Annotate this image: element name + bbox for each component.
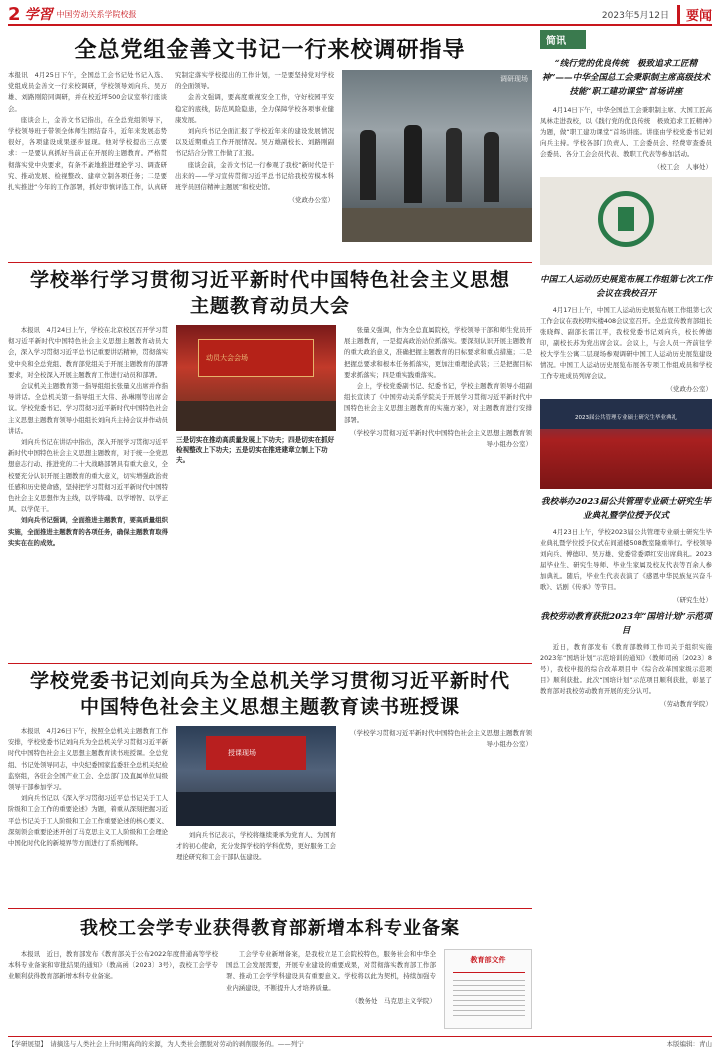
footer-editor: 本版编辑：青山 bbox=[666, 1040, 712, 1048]
brief-2-text: 4月17日上午，中国工人运动历史展览布展工作组第七次工作会议在我校明实楼408会议室召开。全总宣传教育部组长张晓辉、副部长雷江平，我校党委书记刘向兵，校长傅德印，副校长苏为党出席会议。会议上，与会人员一齐前往学校大学生公寓二层现场参观调研中国工人运动历史展览建设情况。中国工人运动历史展览布展各专项工作组成员和学校工作专班成员列席会议。 bbox=[540, 306, 712, 380]
footer-quote: 【学研展望】 请摘选与人类社会上升时期高尚的来源，为人类社会摆脱对劳动的剥削服务的。——列宁 bbox=[8, 1040, 304, 1048]
article-1-p4: 座谈会前，金善文书记一行参观了我校“新时代是干出来的——学习宣传贯彻习近平总书记给我校劳模本科班学员回信精神主题展”和校史馆。 bbox=[175, 160, 334, 192]
divider bbox=[8, 908, 532, 909]
brief-3-photo bbox=[540, 399, 712, 489]
brief-4-signature: （劳动教育学院） bbox=[660, 700, 712, 708]
article-2-p4: 刘向兵书记强调，全面推进主题教育，要高质量组织实施，全面推进主题教育的各项任务，确保主题教育取得实实在在的成效。 bbox=[8, 516, 168, 547]
article-3-p3: 刘向兵书记表示，学校将继续秉承为党育人、为国育才的初心使命，充分发挥学校的学科优势，更好服务工会理论研究和工会干部队伍建设。 bbox=[176, 831, 336, 862]
article-1-photo bbox=[342, 70, 532, 242]
article-4-p2: 工会学专业新增备案，是我校立足工会院校特色，服务社会和中华全国总工会发展需要，开展专业建设的重要成果，对贯彻落实教育部工作部署、推动工会学学科建设具有重要意义。学校将以此为契机，持续加强专业内涵建设，不断提升人才培养质量。 bbox=[226, 950, 436, 992]
brief-1-signature: （校工会 人事处） bbox=[653, 163, 712, 171]
brief-2-signature: （党政办公室） bbox=[666, 385, 712, 393]
article-2-p3: 刘向兵书记在讲话中指出，深入开展学习贯彻习近平新时代中国特色社会主义思想主题教育，对于统一全党思想意志行动、推进党的二十大战略部署具有重大意义，全校要充分认识开展主题教育的重大意义，切实增强政治责任感和历史使命感，坚持把学习贯彻习近平新时代中国特色社会主义思想作为主线，以学铸魂、以学增智、以学正风、以学促干。 bbox=[8, 438, 168, 514]
article-3-headline-line-2: 中国特色社会主义思想主题教育读书班授课 bbox=[79, 696, 460, 718]
document-image-label: 教育部文件 bbox=[470, 956, 506, 964]
brief-4-text: 近日，教育部发布《教育部教师工作司关于组织实施2023年“国培计划”示范培训的通知》（教师司函〔2023〕8号），我校申报的综合改革项目中《综合改革国家级示范项目》顺利获批。此次“国培计划”示范项目顺利获批，彰显了教育部对我校劳动教育开展的充分认可。 bbox=[540, 643, 712, 695]
article-2-caption: 三是切实在推动高质量发展上下功夫；四是切实在抓好检视整改上下功夫；五是切实在推进建章立制上下功夫。 bbox=[176, 436, 335, 464]
article-3-col-3 bbox=[344, 726, 532, 864]
masthead bbox=[8, 4, 712, 26]
brief-3-title: 我校举办2023届公共管理专业硕士研究生毕业典礼暨学位授予仪式 bbox=[540, 497, 711, 521]
article-2-p5: 张量义强调，作为全总直属院校，学校领导干部和师生党员开展主题教育，一是提高政治站位抓落实。要深刻认识开展主题教育的重大政治意义，准确把握主题教育的目标要求和重点措施；二是把握总要求和根本任务抓落实，更加注重理论武装；三是把握目标要求抓落实；四是重实践重落实。 bbox=[344, 326, 532, 379]
article-4-col-2 bbox=[226, 949, 436, 1029]
article-3-col-1 bbox=[8, 726, 168, 864]
article-1-headline: 全总党组金善文书记一行来校调研指导 bbox=[74, 37, 466, 63]
brief-4-title: 我校劳动教育获批2023年“国培计划”示范项目 bbox=[540, 612, 712, 636]
article-2-headline-line-1: 学校举行学习贯彻习近平新时代中国特色社会主义思想 bbox=[29, 269, 510, 291]
article-1-p1: 座谈会上，金善文书记指出，在全总党组领导下，学校领导班子带领全体师生团结奋斗，近年来发展态势很好，各项建设成果逐步显现。他对学校提出三点要求：一是要认真抓好当前正在开展的主题教育。严格贯彻落实党中央要求，有条不紊地推进理论学习、调查研究、推动发展、检视整改、建章立制各项任务；二是要扎实推进“今年的工作部署，抓好审慎评选工作，认真研究制定落实学校提出的工作计划，一是要坚持党对学校的全面领导。 bbox=[8, 71, 334, 192]
article-2-p2: 会议机关主题教育第一指导组组长张量义出席并作指导讲话。全总机关第一指导组王大伟、孙琳刚等出席会议。学校党委书记、学习贯彻习近平新时代中国特色社会主义思想主题教育领导小组组长刘向兵主持会议并作动员讲话。 bbox=[8, 382, 168, 435]
article-4-headline: 我校工会学专业获得教育部新增本科专业备案 bbox=[80, 918, 460, 939]
article-2 bbox=[8, 267, 532, 659]
article-1-p3: 刘向兵书记全面汇报了学校近年来的建设发展情况以及近期重点工作开展情况。吴万雄副校长、刘路刚副书记结合分管工作做了汇报。 bbox=[175, 127, 334, 158]
section-label: 要闻 bbox=[677, 5, 712, 24]
article-1-photo-label: 调研现场 bbox=[500, 75, 528, 83]
article-4-signature: （教务处 马克思主义学院） bbox=[351, 996, 436, 1005]
brief-label: 简讯 bbox=[540, 30, 586, 49]
article-2-col-1 bbox=[8, 325, 168, 549]
article-2-p6: 会上，学校党委副书记、纪委书记，学校主题教育领导小组副组长宣读了《中国劳动关系学院关于开展学习贯彻习近平新时代中国特色社会主义思想主题教育的实施方案》，对主题教育进行安排部署。 bbox=[344, 382, 532, 424]
article-4 bbox=[8, 915, 532, 1033]
article-3-p1: 本报讯 4月26日下午，按照全总机关主题教育工作安排，学校党委书记刘向兵为全总机关学习贯彻习近平新时代中国特色社会主义思想主题教育读书班授课。全总党组、书记处领导同志，中央纪委国家监委驻全总机关纪检监察组，各驻会全国产业工会、全总部门及直属单位局级领导干部参加学习。 bbox=[8, 727, 168, 792]
issue-date: 2023年5月12日 bbox=[601, 10, 669, 21]
article-1 bbox=[8, 36, 532, 258]
footer bbox=[8, 1036, 712, 1050]
brief-3-text: 4月23日上午，学校2023届公共管理专业硕士研究生毕业典礼暨学位授予仪式在间道楼508教室隆重举行。学校领导刘向兵、傅德印、吴万雄、党委常委谭红安出席典礼。2023届毕业生、研究生导师、毕业生家属及校友代表等百余人参加典礼。随后，毕业生代表表演了《感恩中华民族复兴奋斗歌》、话剧《传承》等节目。 bbox=[540, 528, 712, 591]
divider bbox=[8, 262, 532, 263]
article-3-headline-line-1: 学校党委书记刘向兵为全总机关学习贯彻习近平新时代 bbox=[29, 670, 510, 692]
page-number: 2 bbox=[8, 3, 21, 25]
brief-3-photo-banner: 2023届公共管理专业硕士研究生毕业典礼 bbox=[575, 415, 677, 421]
paper-subtitle: 中国劳动关系学院校报 bbox=[56, 9, 137, 19]
paper-name: 学習 bbox=[24, 7, 53, 23]
article-3-p2: 刘向兵书记以《深入学习贯彻习近平总书记关于工人阶级和工会工作的重要论述》为题，着重从深刻把握习近平总书记关于工人阶级和工会工作重要论述的核心要义、深刻领会重要论述开创了马克思主义工人阶级和工会理论中国化时代化的新境界等方面进行了系统阐释。 bbox=[8, 794, 168, 848]
article-4-p1: 本报讯 近日，教育部发布《教育部关于公布2022年度普通高等学校本科专业备案和审批结果的通知》（教高函〔2023〕3号），我校工会学专业顺利获得教育部新增本科专业备案。 bbox=[8, 950, 218, 981]
acftu-logo bbox=[540, 177, 712, 265]
article-4-col-1 bbox=[8, 949, 218, 1029]
article-4-document-image bbox=[444, 949, 532, 1029]
article-3 bbox=[8, 668, 532, 904]
article-3-photo-label: 授课现场 bbox=[228, 749, 256, 757]
article-1-body bbox=[8, 70, 334, 206]
article-1-signature: （党政办公室） bbox=[288, 196, 334, 205]
brief-2-title: 中国工人运动历史展览布展工作组第七次工作会议在我校召开 bbox=[540, 275, 712, 299]
brief-3-signature: （研究生处） bbox=[673, 596, 712, 604]
article-2-p1: 本报讯 4月24日上午，学校在北京校区召开学习贯彻习近平新时代中国特色社会主义思想主题教育动员大会，深入学习贯彻习近平总书记重要讲话精神，贯彻落实党中央和全总党组、教育部党组关于开展主题教育的部署要求，对全校深入开展主题教育工作进行动员和部署。 bbox=[8, 326, 168, 379]
article-2-photo-label: 动员大会会场 bbox=[206, 354, 248, 362]
article-3-signature: （学校学习贯彻习近平新时代中国特色社会主义思想主题教育领导小组办公室） bbox=[350, 729, 532, 749]
article-2-signature: （学校学习贯彻习近平新时代中国特色社会主义思想主题教育领导小组办公室） bbox=[350, 428, 532, 449]
article-3-col-2 bbox=[176, 830, 336, 864]
main-column bbox=[8, 30, 532, 1033]
brief-1-title: “线行党的优良传统 极致追求工匠精神”——中华全国总工会秉职制主席高级技术技能“职工建功课堂”首场讲座 bbox=[541, 59, 711, 97]
article-2-col-3 bbox=[344, 325, 532, 465]
article-1-lead: 本报讯 4月25日下午，全国总工会书记处书记入选、党组成员金善文一行来校调研，学校领导刘向兵、吴万雄、刘路刚陪同调研，并在校近坪500会议室举行座谈会。 bbox=[8, 71, 167, 113]
article-2-photo bbox=[176, 325, 336, 431]
article-3-photo bbox=[176, 726, 336, 826]
divider bbox=[8, 663, 532, 664]
article-1-p2: 金善文强调，要高度重视安全工作，守好校园平安稳定的底线，防范风险隐患，全力保障学校各项事业健康发展。 bbox=[175, 93, 334, 124]
brief-1-text: 4月14日下午，中华全国总工会秉职制主席、大国工匠高凤林走进我校，以《践行党的优良传统 极致追求工匠精神》为题，做“职工建功课堂”首场讲座。讲座由学校党委书记刘向兵主持。学校各部门负责人、工会委员会、经费审查委员会委员、各分工会会员代表、教职工代表等参加活动。 bbox=[540, 106, 712, 158]
sidebar-news-briefs bbox=[540, 30, 712, 1030]
article-2-headline-line-2: 主题教育动员大会 bbox=[189, 295, 350, 317]
